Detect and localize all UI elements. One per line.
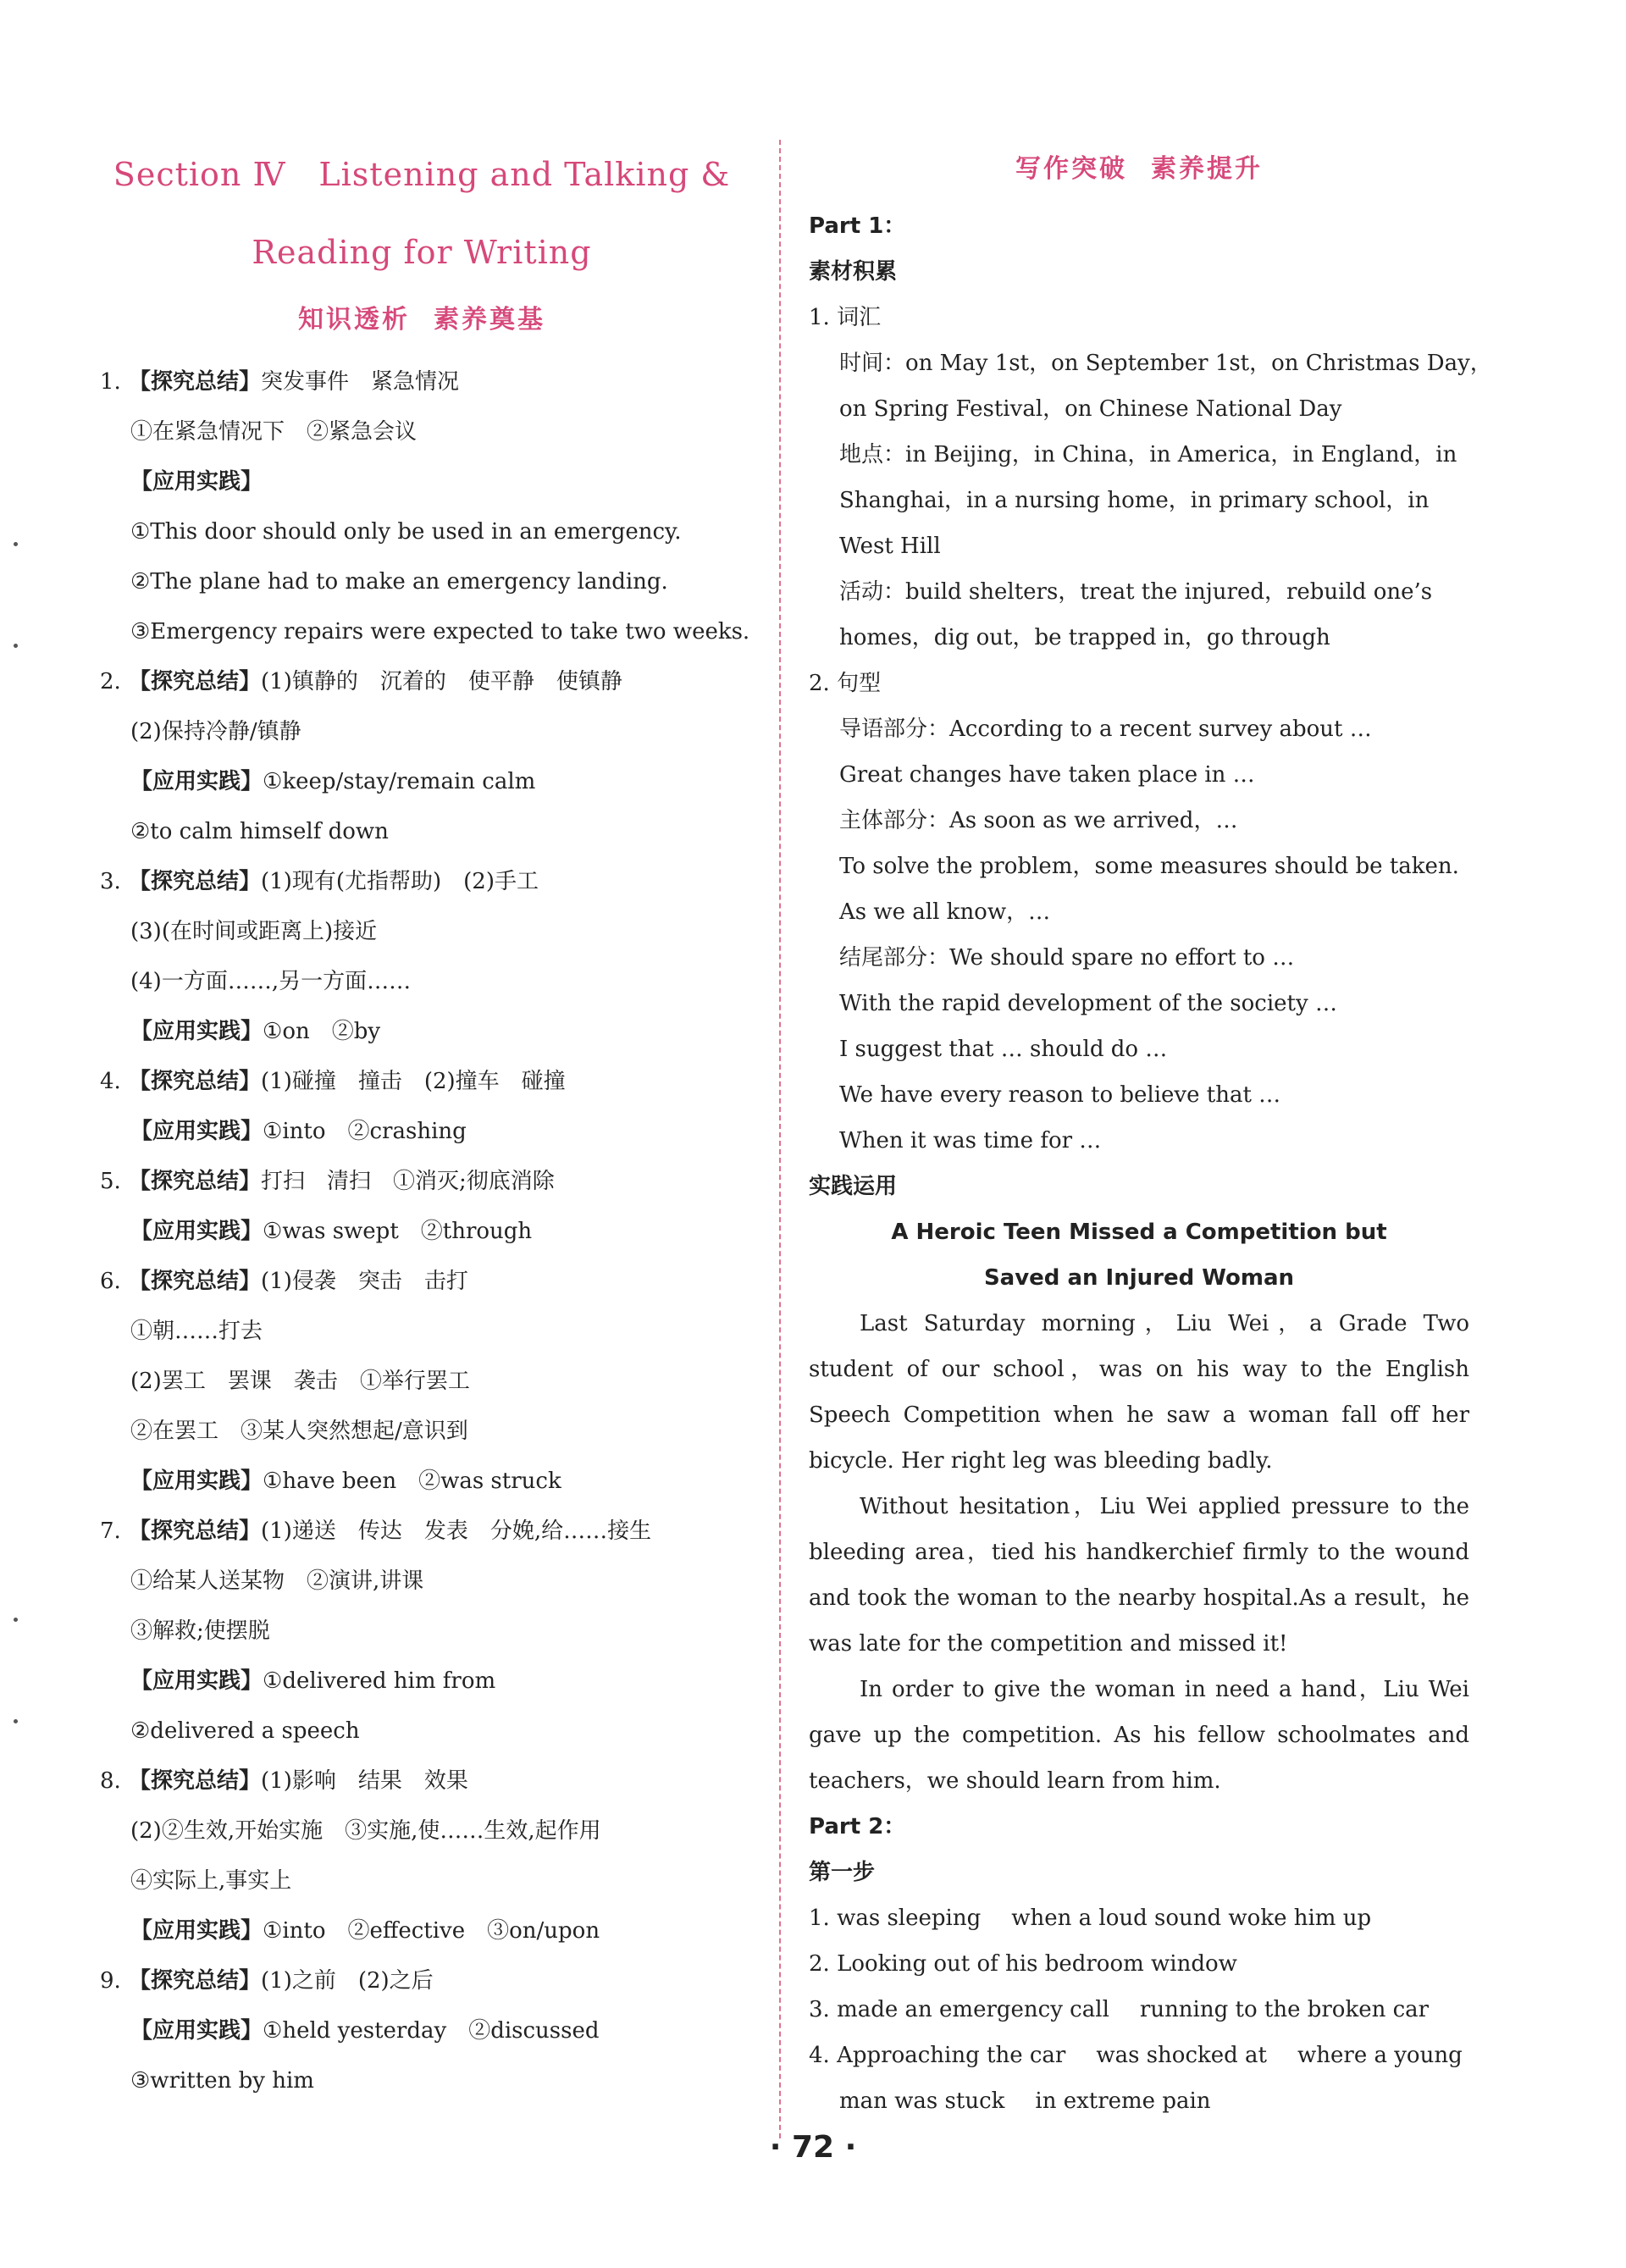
- subheading-part: 素养奠基: [434, 305, 545, 335]
- item-text: (2)保持冷静/镇静: [130, 719, 301, 744]
- item-number: 9.: [100, 1968, 121, 1994]
- item-text: (3)(在时间或距离上)接近: [130, 919, 378, 944]
- item-text: (1)侵袭 突击 击打: [261, 1269, 468, 1294]
- part1-label: Part 1：: [809, 213, 906, 239]
- item-tag: 【探究总结】: [129, 1169, 262, 1194]
- text-line: homes，dig out，be trapped in，go through: [839, 625, 1330, 650]
- item-text: ①have been ②was struck: [263, 1469, 561, 1494]
- answer-line: [100, 1157, 744, 1207]
- text-line: 导语部分：According to a recent survey about …: [839, 716, 1372, 742]
- item-tag: 【应用实践】: [130, 469, 263, 495]
- item-tag: 【探究总结】: [129, 869, 262, 894]
- item-tag: 【探究总结】: [129, 1518, 262, 1544]
- answer-line: [100, 1806, 744, 1856]
- item-text: (1)之前 (2)之后: [261, 1968, 434, 1994]
- item-tag: 【应用实践】: [130, 1219, 263, 1244]
- item-number: 4.: [100, 1069, 121, 1094]
- step-num: 2.: [809, 1951, 830, 1977]
- text-line: West Hill: [839, 534, 941, 559]
- vocab-label: 1. 词汇: [809, 305, 882, 330]
- item-number: 8.: [100, 1768, 121, 1794]
- section-title-line2: Reading for Writing: [252, 234, 592, 271]
- item-tag: 【应用实践】: [130, 769, 263, 794]
- answer-line: [100, 1057, 744, 1107]
- step1-label: 第一步: [809, 1860, 876, 1885]
- item-tag: 【应用实践】: [130, 1019, 263, 1044]
- vocab-lines: [809, 340, 1492, 661]
- essay-title-line1: A Heroic Teen Missed a Competition but: [891, 1220, 1387, 1245]
- step-answer: Looking out of his bedroom window: [837, 1951, 1237, 1977]
- essay-paragraph: In order to give the woman in need a hand，Liu Wei gave up the competition. As his fellow schoolmates and teachers，we should learn from him.: [809, 1677, 1469, 1794]
- item-text: ①delivered him from: [263, 1668, 496, 1694]
- text-line: 时间：on May 1st，on September 1st，on Christmas Day，: [839, 351, 1492, 376]
- margin-mark: [14, 1618, 18, 1622]
- answer-line: [100, 557, 744, 607]
- answer-line: [100, 1257, 744, 1307]
- item-text: (2)②生效,开始实施 ③实施,使……生效,起作用: [130, 1818, 601, 1844]
- item-text: (1)镇静的 沉着的 使平静 使镇静: [261, 669, 622, 694]
- item-tag: 【探究总结】: [129, 669, 262, 694]
- answer-line: [100, 1657, 744, 1707]
- answer-line: [100, 1107, 744, 1157]
- right-subheading: [809, 136, 1469, 203]
- text-line: We have every reason to believe that …: [839, 1082, 1281, 1108]
- answer-line: [100, 1956, 744, 2006]
- step-item: [809, 1987, 1469, 2033]
- answer-line: [100, 1856, 744, 1906]
- answer-line: [100, 1007, 744, 1057]
- item-tag: 【应用实践】: [130, 1119, 263, 1144]
- item-number: 5.: [100, 1169, 121, 1194]
- answer-line: [100, 1507, 744, 1557]
- text-line: 活动：build shelters，treat the injured，rebuild one’s: [839, 579, 1433, 605]
- step-num: 4.: [809, 2043, 830, 2068]
- left-column: [100, 136, 750, 2106]
- item-text: (1)碰撞 撞击 (2)撞车 碰撞: [261, 1069, 566, 1094]
- item-text: (2)罢工 罢课 袭击 ①举行罢工: [130, 1369, 470, 1394]
- answer-line: [100, 1756, 744, 1806]
- column-divider: [779, 140, 781, 2138]
- answer-line: [100, 1906, 744, 1956]
- item-text: ③解救;使摆脱: [130, 1618, 270, 1644]
- item-text: ①朝……打去: [130, 1319, 263, 1344]
- answer-line: [100, 2056, 744, 2106]
- text-line: As we all know，…: [839, 899, 1051, 925]
- text-line: Shanghai，in a nursing home，in primary school，in: [839, 488, 1430, 513]
- item-number: 3.: [100, 869, 121, 894]
- item-text: ②to calm himself down: [130, 819, 389, 844]
- answer-line: [100, 1407, 744, 1457]
- text-line: 地点：in Beijing，in China，in America，in England，in: [839, 442, 1457, 467]
- step-item: [809, 2033, 1469, 2078]
- answer-line: [100, 807, 744, 857]
- item-text: ①keep/stay/remain calm: [263, 769, 536, 794]
- margin-mark: [14, 1719, 18, 1723]
- text-line: Great changes have taken place in …: [839, 762, 1255, 788]
- answer-line: [100, 1307, 744, 1357]
- item-tag: 【应用实践】: [130, 1469, 263, 1494]
- answer-line: [100, 457, 744, 507]
- essay-paragraph: Without hesitation，Liu Wei applied pressure to the bleeding area，tied his handkerchief firmly to the wound and took the woman to the nearby hospital.As a result，he was late for the competition and missed it!: [809, 1494, 1469, 1657]
- item-tag: 【应用实践】: [130, 1918, 263, 1944]
- answer-line: [100, 1357, 744, 1407]
- step-answer: where a young: [1297, 2043, 1463, 2068]
- item-text: (4)一方面……,另一方面……: [130, 969, 412, 994]
- section-title-line1: Section Ⅳ Listening and Talking &: [113, 156, 731, 193]
- item-tag: 【探究总结】: [129, 1269, 262, 1294]
- item-tag: 【探究总结】: [129, 1968, 262, 1994]
- pattern-lines: [809, 706, 1469, 1164]
- item-number: 7.: [100, 1518, 121, 1544]
- item-number: 1.: [100, 369, 121, 395]
- essay-paragraph: Last Saturday morning，Liu Wei，a Grade Two student of our school，was on his way to the English Speech Competition when he saw a woman fall off her bicycle. Her right leg was bleeding badly.: [809, 1311, 1469, 1474]
- item-text: ①into ②effective ③on/upon: [263, 1918, 600, 1944]
- step-answer: running to the broken car: [1139, 1997, 1430, 2022]
- right-column: [809, 136, 1492, 2124]
- item-text: ①on ②by: [263, 1019, 381, 1044]
- answer-line: [100, 957, 744, 1007]
- step-answer: in extreme pain: [1035, 2088, 1211, 2114]
- answer-line: [100, 757, 744, 807]
- left-subheading: [100, 296, 744, 344]
- answer-line: [100, 1707, 744, 1756]
- margin-mark: [14, 542, 18, 546]
- item-text: ①was swept ②through: [263, 1219, 533, 1244]
- text-line: I suggest that … should do …: [839, 1037, 1168, 1062]
- answer-line: [100, 1607, 744, 1657]
- item-text: ①held yesterday ②discussed: [263, 2018, 600, 2044]
- answer-line: [100, 657, 744, 707]
- step-item-continued: [809, 2078, 1469, 2124]
- item-tag: 【应用实践】: [130, 1668, 263, 1694]
- step-answer: man was stuck: [839, 2088, 1005, 2114]
- step-answer: when a loud sound woke him up: [1011, 1906, 1372, 1931]
- step-answer: Approaching the car: [837, 2043, 1066, 2068]
- answer-line: [100, 907, 744, 957]
- item-text: ③Emergency repairs were expected to take two weeks.: [130, 619, 750, 644]
- answer-line: [100, 857, 744, 907]
- item-text: ②The plane had to make an emergency landing.: [130, 569, 668, 595]
- practice-label: 实践运用: [809, 1174, 898, 1199]
- step-answer: was shocked at: [1096, 2043, 1268, 2068]
- item-text: ①在紧急情况下 ②紧急会议: [130, 419, 418, 445]
- pattern-label: 2. 句型: [809, 671, 882, 696]
- page-number: · 72 ·: [769, 2130, 857, 2165]
- item-text: ①This door should only be used in an emergency.: [130, 519, 682, 545]
- answer-line: [100, 1557, 744, 1607]
- item-tag: 【探究总结】: [129, 1768, 262, 1794]
- item-text: ①给某人送某物 ②演讲,讲课: [130, 1568, 424, 1594]
- answer-line: [100, 1457, 744, 1507]
- text-line: With the rapid development of the society …: [839, 991, 1337, 1016]
- item-text: 打扫 清扫 ①消灭;彻底消除: [261, 1169, 555, 1194]
- step-item: [809, 1895, 1469, 1941]
- answer-line: [100, 1207, 744, 1257]
- step-num: 3.: [809, 1997, 830, 2022]
- item-text: (1)递送 传达 发表 分娩,给……接生: [261, 1518, 652, 1544]
- subheading-part: 素养提升: [1151, 154, 1263, 184]
- left-item-list: [100, 357, 750, 2106]
- item-text: ②在罢工 ③某人突然想起/意识到: [130, 1419, 468, 1444]
- answer-line: [100, 607, 750, 657]
- text-line: on Spring Festival，on Chinese National Day: [839, 396, 1342, 422]
- answer-line: [100, 407, 744, 457]
- margin-mark: [14, 644, 18, 648]
- item-text: ①into ②crashing: [263, 1119, 467, 1144]
- answer-line: [100, 507, 744, 557]
- item-text: (1)影响 结果 效果: [261, 1768, 468, 1794]
- item-number: 2.: [100, 669, 121, 694]
- part2-label: Part 2：: [809, 1814, 906, 1839]
- text-line: To solve the problem，some measures should be taken.: [839, 854, 1459, 879]
- subheading-part: 知识透析: [298, 305, 410, 335]
- text-line: 结尾部分：We should spare no effort to …: [839, 945, 1295, 971]
- item-tag: 【探究总结】: [129, 1069, 262, 1094]
- essay-title-line2: Saved an Injured Woman: [983, 1265, 1295, 1291]
- item-number: 6.: [100, 1269, 121, 1294]
- item-text: ②delivered a speech: [130, 1718, 360, 1744]
- text-line: When it was time for …: [839, 1128, 1102, 1153]
- step-num: 1.: [809, 1906, 830, 1931]
- item-text: ③written by him: [130, 2068, 314, 2094]
- step-answer: was sleeping: [837, 1906, 982, 1931]
- item-tag: 【应用实践】: [130, 2018, 263, 2044]
- item-text: ④实际上,事实上: [130, 1868, 292, 1894]
- step-item: [809, 1941, 1469, 1987]
- subheading-part: 写作突破: [1015, 154, 1127, 184]
- answer-line: [100, 2006, 744, 2056]
- answer-line: [100, 357, 744, 407]
- item-tag: 【探究总结】: [129, 369, 262, 395]
- material-label: 素材积累: [809, 259, 898, 285]
- item-text: (1)现有(尤指帮助) (2)手工: [261, 869, 539, 894]
- item-text: 突发事件 紧急情况: [261, 369, 460, 395]
- step-answer: made an emergency call: [837, 1997, 1109, 2022]
- answer-line: [100, 707, 744, 757]
- text-line: 主体部分：As soon as we arrived，…: [839, 808, 1238, 833]
